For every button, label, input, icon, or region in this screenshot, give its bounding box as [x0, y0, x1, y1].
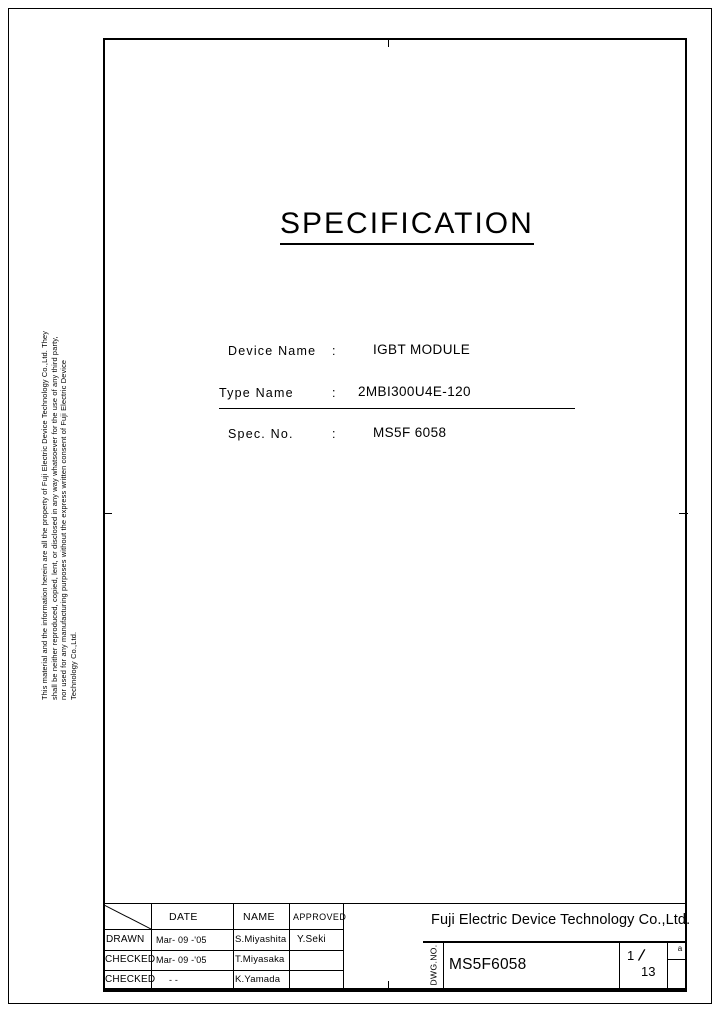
dwg-no-value: MS5F6058 [449, 956, 527, 973]
revision-table [103, 904, 347, 991]
table-row-name-1: T.Miyasaka [235, 954, 285, 965]
page-number-box [619, 944, 667, 989]
tb-right-hline [423, 941, 687, 943]
tb-right-hline-2 [667, 959, 687, 960]
table-header-date: DATE [169, 911, 198, 923]
drawing-number-block [423, 904, 691, 991]
center-tick-right-icon [679, 513, 688, 514]
tb-right-vline-1 [443, 941, 444, 991]
field-spec-no-value: MS5F 6058 [373, 425, 447, 440]
field-spec-no-label: Spec. No. [228, 427, 294, 441]
field-device-name-colon: : [332, 344, 337, 358]
page-total: 13 [641, 964, 656, 979]
tb-right-vline-3 [667, 941, 668, 991]
field-device-name [228, 340, 578, 366]
field-device-name-label: Device Name [228, 344, 317, 358]
center-tick-top-icon [388, 38, 389, 47]
table-row-role-2: CHECKED [105, 974, 156, 985]
field-device-name-value: IGBT MODULE [373, 342, 471, 357]
table-row-name-0: S.Miyashita [235, 934, 287, 945]
field-type-name-value: 2MBI300U4E-120 [358, 384, 471, 399]
table-row-approved-0: Y.Seki [297, 934, 326, 945]
confidentiality-notice [40, 330, 78, 700]
table-row-date-1: Mar- 09 -'05 [156, 955, 207, 965]
table-row-name-2: K.Yamada [235, 974, 281, 985]
page-separator: / [636, 945, 647, 966]
page-title: SPECIFICATION [280, 207, 534, 245]
dwg-no-label [427, 942, 441, 988]
table-row-role-0: DRAWN [106, 934, 145, 945]
table-header-approved: APPROVED [293, 912, 347, 922]
revision-mark: a [677, 944, 683, 953]
field-type-name-colon: : [332, 386, 337, 400]
drawing-frame [103, 38, 687, 990]
table-row-role-1: CHECKED [105, 954, 156, 965]
confidentiality-notice-text: This material and the information herein are all the property of Fuji Electric Device Technology Co.,Ltd. They shall be neither reproduced, copied, lent, or disclosed in any way whatsoever for the use of any third party, nor used for any manufacturing purposes without the express written consent of Fuji Electric Device Technology Co.,Ltd. [40, 330, 78, 700]
company-name: Fuji Electric Device Technology Co.,Ltd. [431, 912, 691, 928]
field-spec-no-colon: : [332, 427, 337, 441]
title-block [103, 903, 691, 990]
table-header-name: NAME [243, 911, 275, 923]
dwg-no-label-text: DWG.NO. [429, 944, 440, 986]
table-row-date-0: Mar- 09 -'05 [156, 935, 207, 945]
field-type-name-label: Type Name [219, 386, 294, 400]
table-row-date-2: - - [169, 975, 179, 985]
center-tick-left-icon [103, 513, 112, 514]
page-current: 1 [627, 948, 635, 963]
field-spec-no [228, 423, 578, 449]
field-type-name [219, 382, 575, 409]
